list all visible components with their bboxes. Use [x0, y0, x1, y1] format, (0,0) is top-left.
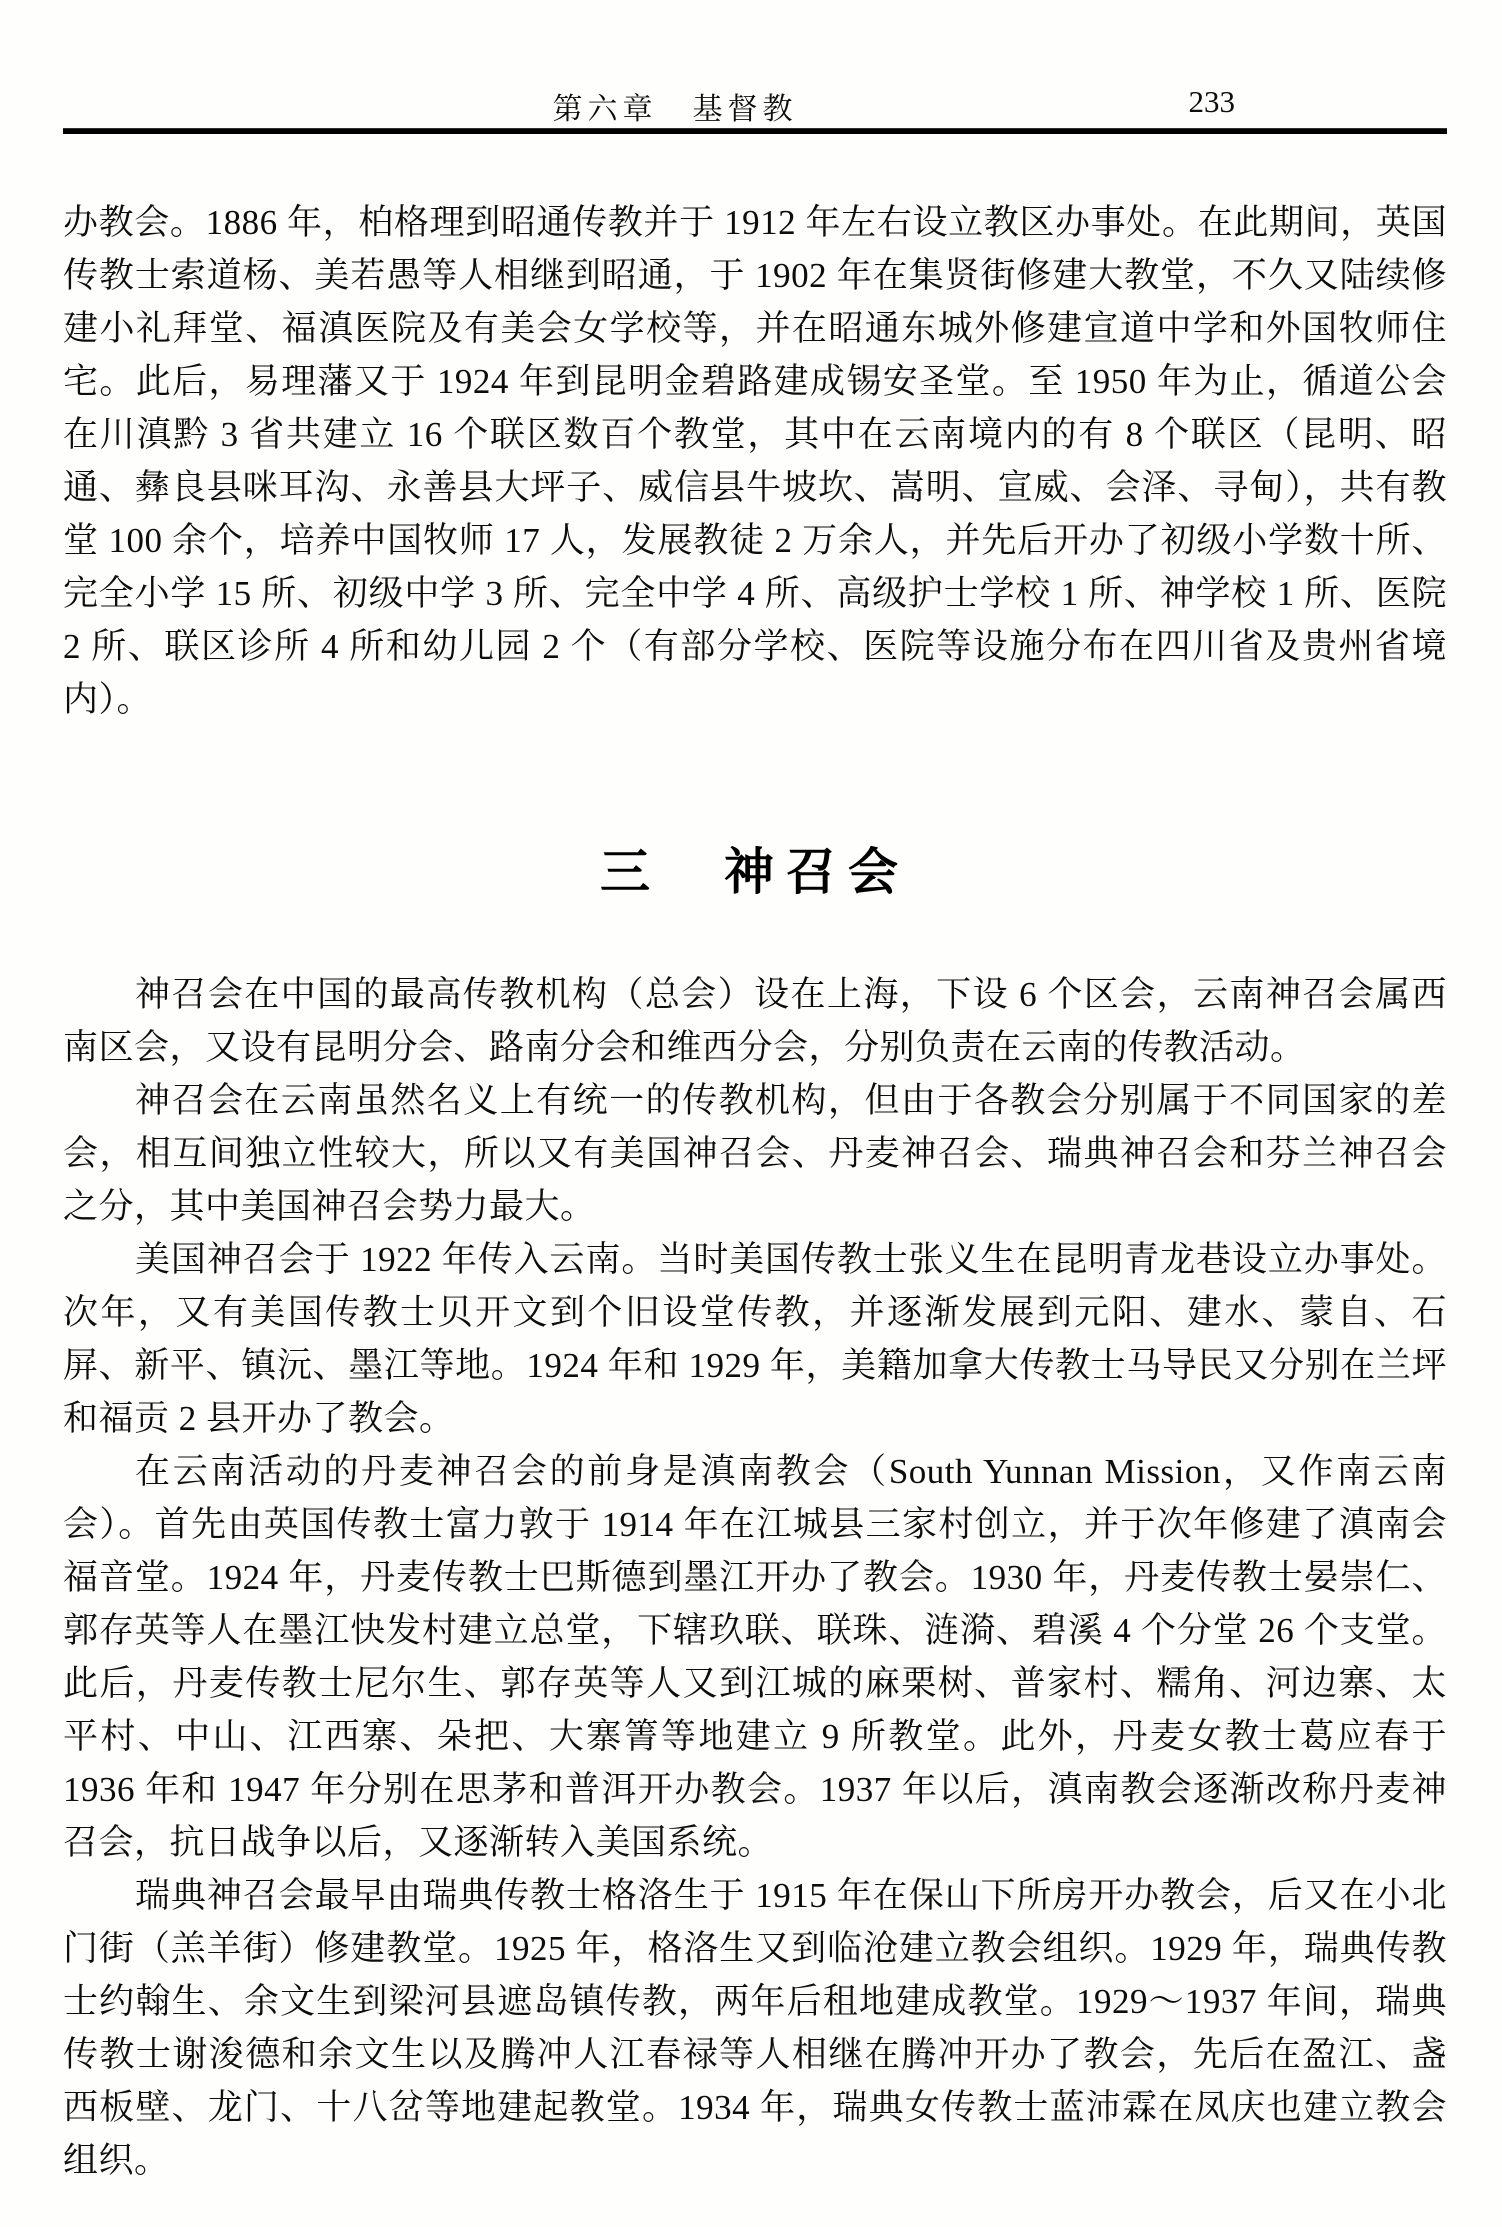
page-body	[63, 196, 1447, 2187]
page-header	[63, 84, 1447, 126]
page-number: 233	[1188, 84, 1235, 119]
header-rule	[63, 128, 1447, 134]
paragraph-methodist-continuation: 办教会。1886 年，柏格理到昭通传教并于 1912 年左右设立教区办事处。在此期间，英国传教士索道杨、美若愚等人相继到昭通，于 1902 年在集贤街修建大教堂，不久又陆续修建小礼拜堂、福滇医院及有美会女学校等，并在昭通东城外修建宣道中学和外国牧师住宅。此后，易理藩又于 1924 年到昆明金碧路建成锡安圣堂。至 1950 年为止，循道公会在川滇黔 3 省共建立 16 个联区数百个教堂，其中在云南境内的有 8 个联区（昆明、昭通、彝良县咪耳沟、永善县大坪子、威信县牛坡坎、嵩明、宣威、会泽、寻甸），共有教堂 100 余个，培养中国牧师 17 人，发展教徒 2 万余人，并先后开办了初级小学数十所、完全小学 15 所、初级中学 3 所、完全中学 4 所、高级护士学校 1 所、神学校 1 所、医院 2 所、联区诊所 4 所和幼儿园 2 个（有部分学校、医院等设施分布在四川省及贵州省境内）。	[63, 203, 1447, 719]
paragraph-assemblies-structure: 神召会在云南虽然名义上有统一的传教机构，但由于各教会分别属于不同国家的差会，相互间独立性较大，所以又有美国神召会、丹麦神召会、瑞典神召会和芬兰神召会之分，其中美国神召会势力最大。	[63, 1081, 1447, 1226]
paragraph-swedish-assemblies: 瑞典神召会最早由瑞典传教士格洛生于 1915 年在保山下所房开办教会，后又在小北门街（羔羊街）修建教堂。1925 年，格洛生又到临沧建立教会组织。1929 年，瑞典传教士约翰生、余文生到梁河县遮岛镇传教，两年后租地建成教堂。1929～1937 年间，瑞典传教士谢浚德和余文生以及腾冲人江春禄等人相继在腾冲开办了教会，先后在盈江、盏西板壁、龙门、十八岔等地建起教堂。1934 年，瑞典女传教士蓝沛霖在凤庆也建立教会组织。	[63, 1876, 1447, 2180]
paragraph-assemblies-overview: 神召会在中国的最高传教机构（总会）设在上海，下设 6 个区会，云南神召会属西南区会，又设有昆明分会、路南分会和维西分会，分别负责在云南的传教活动。	[63, 975, 1447, 1067]
paragraph-american-assemblies: 美国神召会于 1922 年传入云南。当时美国传教士张义生在昆明青龙巷设立办事处。次年，又有美国传教士贝开文到个旧设堂传教，并逐渐发展到元阳、建水、蒙自、石屏、新平、镇沅、墨江等地。1924 年和 1929 年，美籍加拿大传教士马导民又分别在兰坪和福贡 2 县开办了教会。	[63, 1240, 1447, 1438]
section-heading: 三 神召会	[600, 844, 910, 900]
chapter-title: 第六章 基督教	[552, 93, 798, 126]
paragraph-danish-assemblies: 在云南活动的丹麦神召会的前身是滇南教会（South Yunnan Mission，又作南云南会）。首先由英国传教士富力敦于 1914 年在江城县三家村创立，并于次年修建了滇南会福音堂。1924 年，丹麦传教士巴斯德到墨江开办了教会。1930 年，丹麦传教士晏崇仁、郭存英等人在墨江快发村建立总堂，下辖玖联、联珠、涟漪、碧溪 4 个分堂 26 个支堂。此后，丹麦传教士尼尔生、郭存英等人又到江城的麻栗树、普家村、糯角、河边寨、太平村、中山、江西寨、朵把、大寨箐等地建立 9 所教堂。此外，丹麦女教士葛应春于 1936 年和 1947 年分别在思茅和普洱开办教会。1937 年以后，滇南教会逐渐改称丹麦神召会，抗日战争以后，又逐渐转入美国系统。	[63, 1452, 1447, 1862]
